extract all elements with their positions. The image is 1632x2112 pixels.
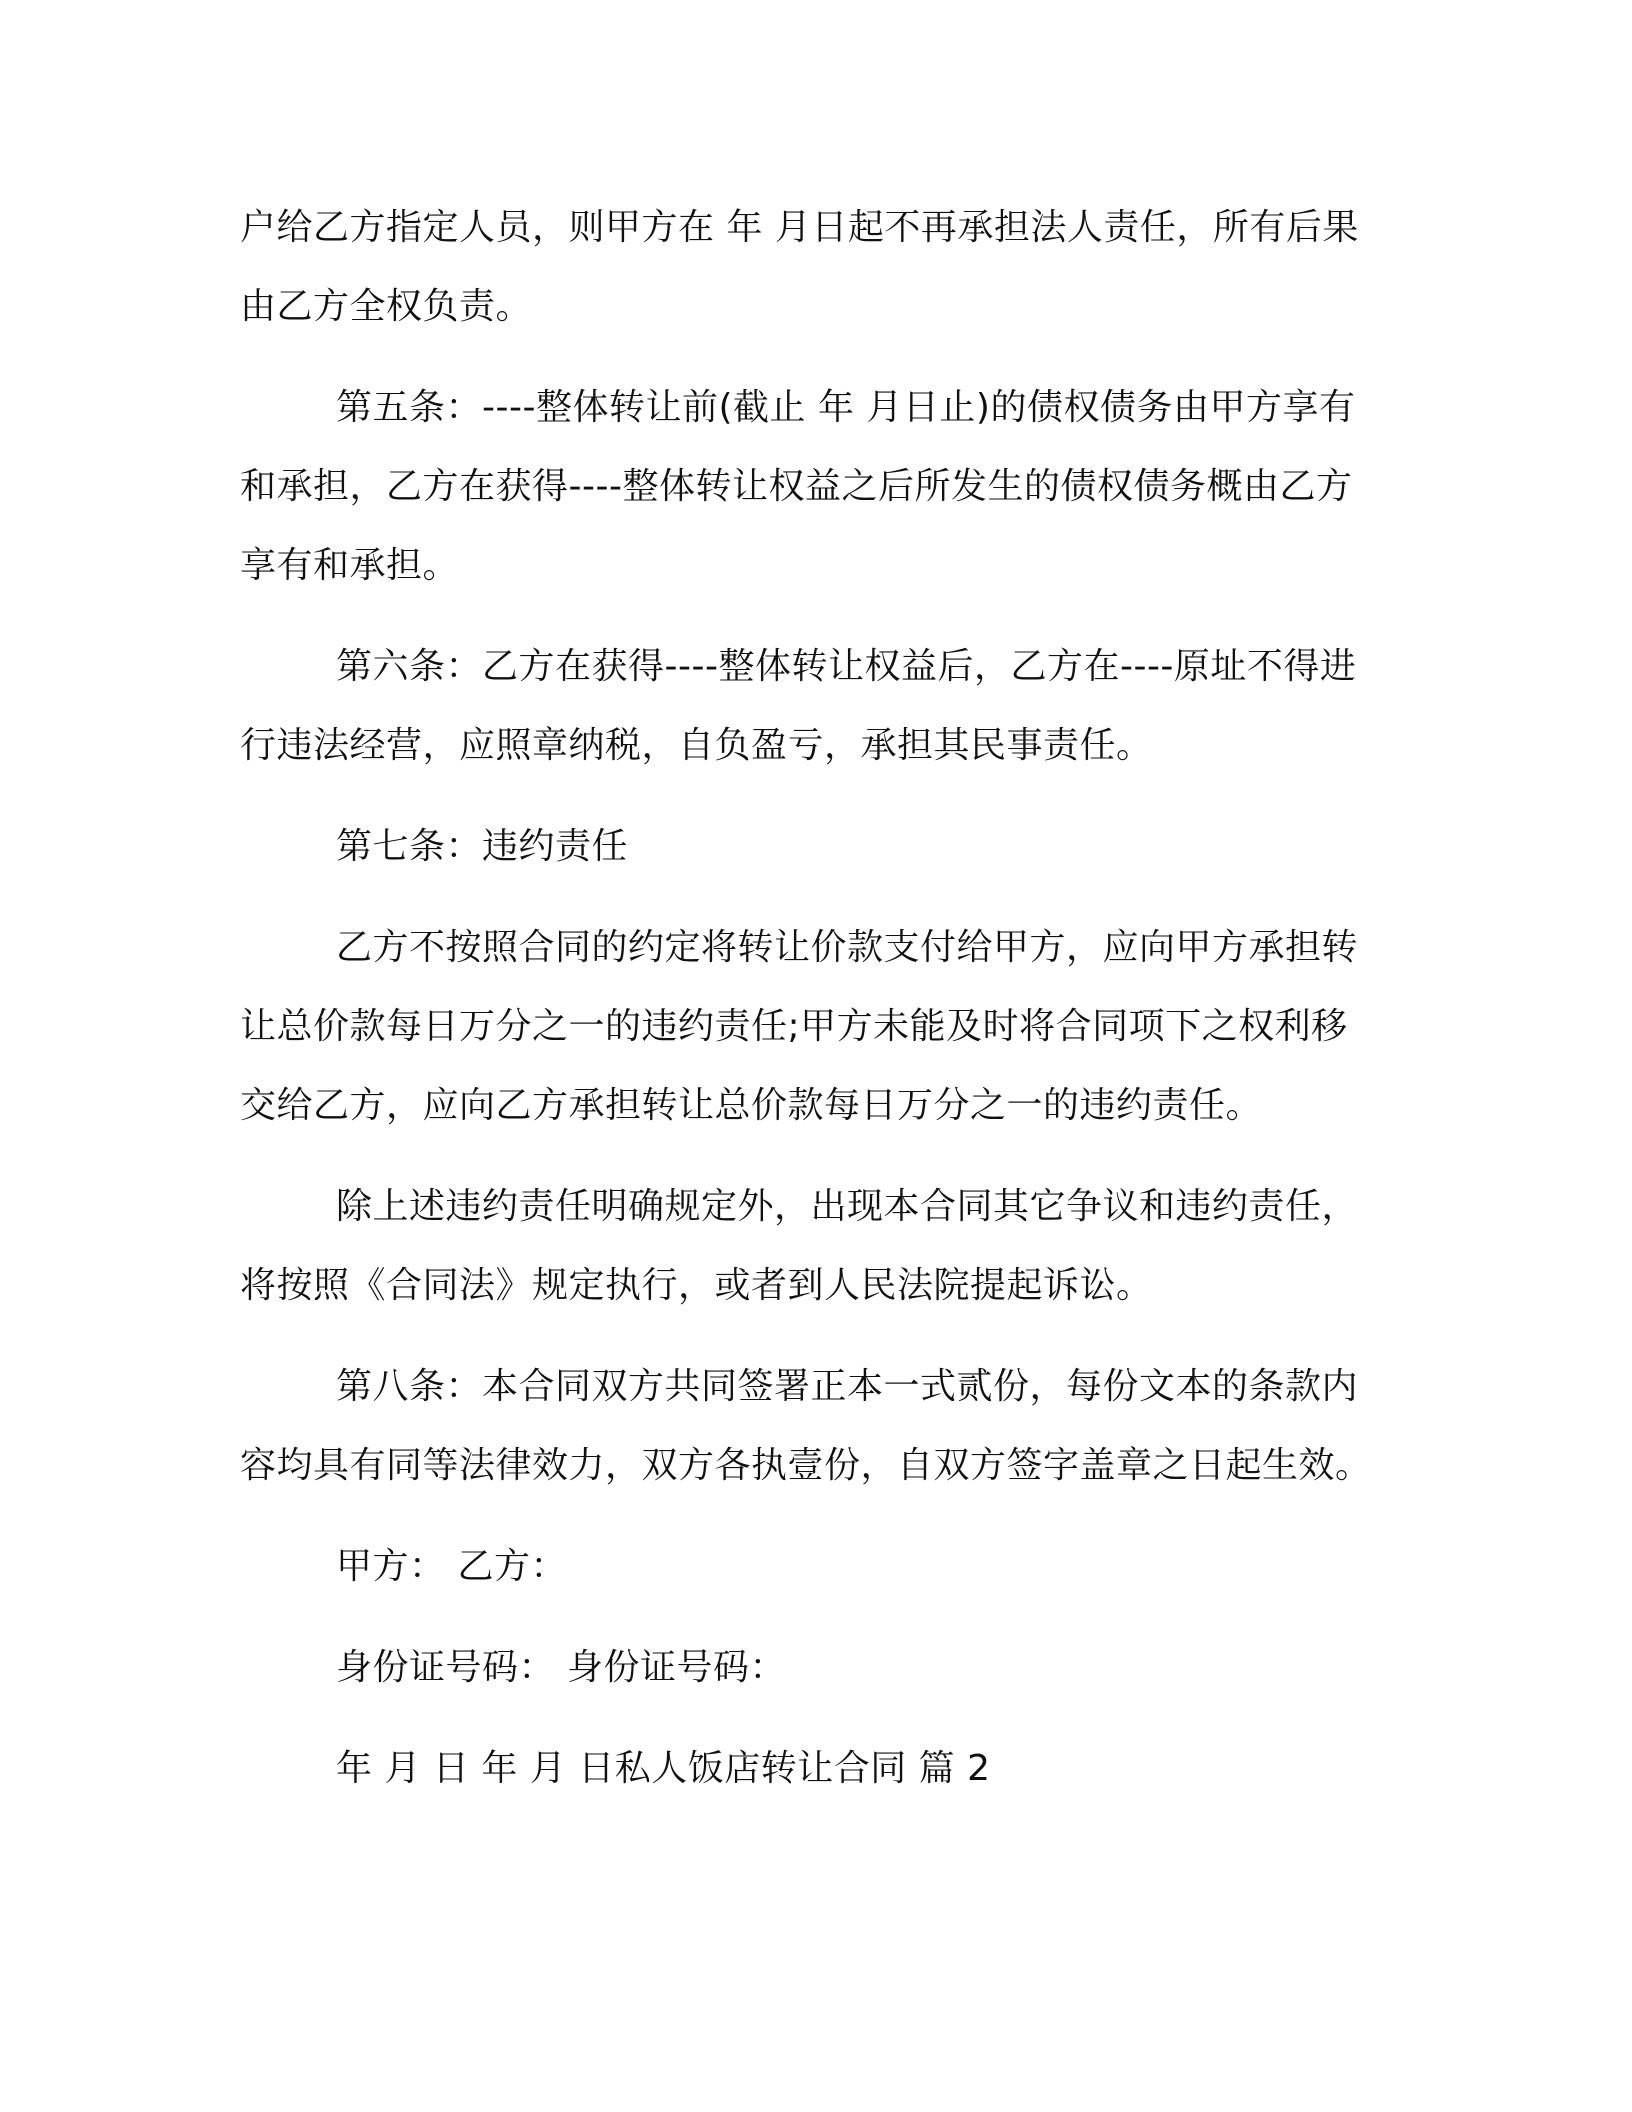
paragraph-line: 行违法经营，应照章纳税，自负盈亏，承担其民事责任。 bbox=[240, 725, 1153, 766]
paragraph bbox=[240, 1527, 1388, 1606]
paragraph bbox=[240, 627, 1388, 785]
paragraph-line: 和承担，乙方在获得----整体转让权益之后所发生的债权债务概由乙方 bbox=[240, 466, 1353, 507]
paragraph bbox=[240, 1167, 1388, 1325]
paragraph-line: 除上述违约责任明确规定外，出现本合同其它争议和违约责任， bbox=[336, 1186, 1359, 1227]
paragraph-line: 乙方不按照合同的约定将转让价款支付给甲方，应向甲方承担转 bbox=[336, 927, 1359, 968]
paragraph-line: 年 月 日 年 月 日私人饭店转让合同 篇 2 bbox=[336, 1748, 991, 1789]
paragraph bbox=[240, 1628, 1388, 1707]
paragraph-line: 容均具有同等法律效力，双方各执壹份，自双方签字盖章之日起生效。 bbox=[240, 1445, 1372, 1486]
paragraph-line: 第八条：本合同双方共同签署正本一式贰份，每份文本的条款内 bbox=[336, 1366, 1359, 1407]
paragraph-line: 享有和承担。 bbox=[240, 545, 460, 586]
paragraph-line: 第六条：乙方在获得----整体转让权益后，乙方在----原址不得进 bbox=[336, 646, 1357, 687]
paragraph bbox=[240, 368, 1388, 605]
paragraph bbox=[240, 1729, 1388, 1808]
paragraph bbox=[240, 807, 1388, 886]
paragraph bbox=[240, 908, 1388, 1145]
paragraph-line: 第七条：违约责任 bbox=[336, 826, 629, 867]
paragraph bbox=[240, 1347, 1388, 1505]
paragraph-line: 由乙方全权负责。 bbox=[240, 286, 533, 327]
paragraph-line: 户给乙方指定人员，则甲方在 年 月日起不再承担法人责任，所有后果 bbox=[240, 207, 1359, 248]
paragraph-line: 甲方： 乙方： bbox=[336, 1546, 567, 1587]
paragraph-line: 让总价款每日万分之一的违约责任;甲方未能及时将合同项下之权利移 bbox=[240, 1006, 1348, 1047]
paragraph-line: 交给乙方，应向乙方承担转让总价款每日万分之一的违约责任。 bbox=[240, 1085, 1263, 1126]
paragraph bbox=[240, 188, 1388, 346]
document-body bbox=[240, 188, 1388, 1830]
paragraph-line: 第五条：----整体转让前(截止 年 月日止)的债权债务由甲方享有 bbox=[336, 387, 1356, 428]
paragraph-line: 将按照《合同法》规定执行，或者到人民法院提起诉讼。 bbox=[240, 1265, 1153, 1306]
paragraph-line: 身份证号码： 身份证号码： bbox=[336, 1647, 786, 1688]
